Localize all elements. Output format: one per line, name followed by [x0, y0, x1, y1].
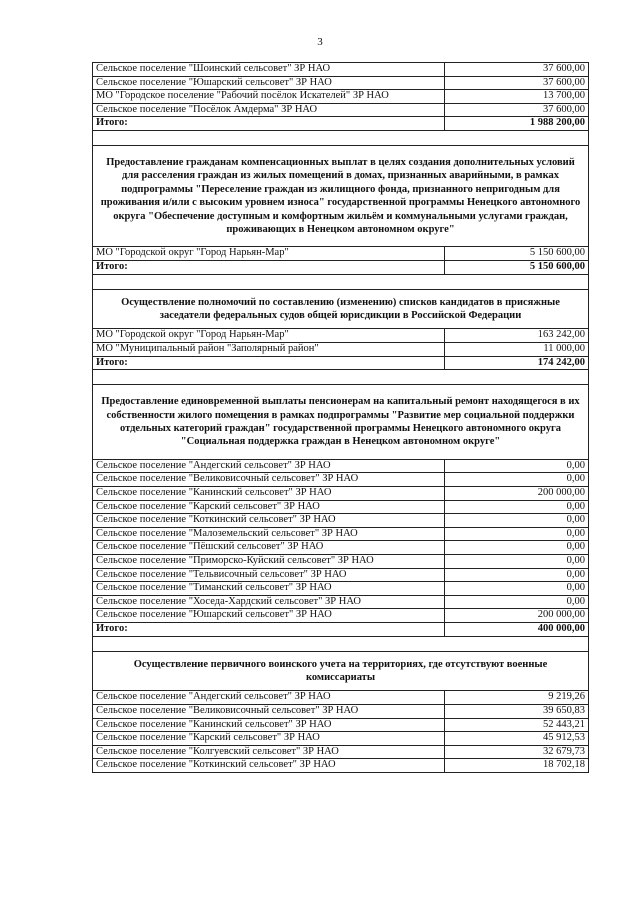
- section-heading: Предоставление единовременной выплаты пенсионерам на капитальный ремонт находящегося в их собственности жилого помещения в рамках подпрограммы "Развитие мер социальной поддержки отдельных категорий граждан" государственной программы Ненецкого автономного округа "Социальная поддержка граждан в Ненецком автономном округе": [93, 385, 589, 460]
- total-label: Итого:: [93, 261, 445, 275]
- amount-value: 0,00: [445, 527, 589, 541]
- table-row: [93, 568, 589, 582]
- recipient-name: Сельское поселение "Тельвисочный сельсовет" ЗР НАО: [93, 568, 445, 582]
- recipient-name: Сельское поселение "Малоземельский сельсовет" ЗР НАО: [93, 527, 445, 541]
- section-heading: Предоставление гражданам компенсационных выплат в целях создания дополнительных условий для расселения граждан из жилых помещений в домах, признанных аварийными, в рамках подпрограммы "Переселение граждан из жилищного фонда, признанного непригодным для проживания и/или с высоким уровнем износа" государственной программы Ненецкого автономного округа "Обеспечение доступным и комфортным жильём и коммунальными услугами граждан, проживающих в Ненецком автономном округе": [93, 145, 589, 246]
- section-heading: Осуществление полномочий по составлению (изменению) списков кандидатов в присяжные заседатели федеральных судов общей юрисдикции в Российской Федерации: [93, 289, 589, 329]
- total-value: 400 000,00: [445, 622, 589, 636]
- recipient-name: МО "Муниципальный район "Заполярный район": [93, 343, 445, 357]
- recipient-name: Сельское поселение "Посёлок Амдерма" ЗР НАО: [93, 103, 445, 117]
- recipient-name: Сельское поселение "Юшарский сельсовет" ЗР НАО: [93, 76, 445, 90]
- section-header: [93, 385, 589, 460]
- recipient-name: Сельское поселение "Канинский сельсовет" ЗР НАО: [93, 718, 445, 732]
- recipient-name: Сельское поселение "Шоинский сельсовет" ЗР НАО: [93, 63, 445, 77]
- table-row: [93, 63, 589, 77]
- amount-value: 37 600,00: [445, 63, 589, 77]
- section-header: [93, 651, 589, 691]
- table-row: [93, 732, 589, 746]
- recipient-name: Сельское поселение "Великовисочный сельсовет" ЗР НАО: [93, 473, 445, 487]
- table-row: [93, 759, 589, 773]
- amount-value: 0,00: [445, 595, 589, 609]
- amount-value: 52 443,21: [445, 718, 589, 732]
- total-label: Итого:: [93, 356, 445, 370]
- table-row: [93, 329, 589, 343]
- recipient-name: МО "Городское поселение "Рабочий посёлок Искателей" ЗР НАО: [93, 90, 445, 104]
- section-header: [93, 145, 589, 246]
- section-header: [93, 289, 589, 329]
- total-row: [93, 356, 589, 370]
- recipient-name: Сельское поселение "Канинский сельсовет" ЗР НАО: [93, 487, 445, 501]
- amount-value: 37 600,00: [445, 103, 589, 117]
- recipient-name: МО "Городской округ "Город Нарьян-Мар": [93, 329, 445, 343]
- section-heading: Осуществление первичного воинского учета на территориях, где отсутствуют военные комиссариаты: [93, 651, 589, 691]
- amount-value: 200 000,00: [445, 487, 589, 501]
- recipient-name: Сельское поселение "Карский сельсовет" ЗР НАО: [93, 732, 445, 746]
- table-row: [93, 691, 589, 705]
- recipient-name: Сельское поселение "Великовисочный сельсовет" ЗР НАО: [93, 704, 445, 718]
- spacer-cell: [93, 274, 589, 289]
- amount-value: 0,00: [445, 582, 589, 596]
- amount-value: 0,00: [445, 473, 589, 487]
- amount-value: 0,00: [445, 568, 589, 582]
- table-row: [93, 718, 589, 732]
- amount-value: 0,00: [445, 500, 589, 514]
- recipient-name: Сельское поселение "Юшарский сельсовет" ЗР НАО: [93, 609, 445, 623]
- recipient-name: МО "Городской округ "Город Нарьян-Мар": [93, 247, 445, 261]
- spacer-cell: [93, 370, 589, 385]
- table-row: [93, 527, 589, 541]
- table-row: [93, 76, 589, 90]
- total-row: [93, 622, 589, 636]
- recipient-name: Сельское поселение "Хоседа-Хардский сельсовет" ЗР НАО: [93, 595, 445, 609]
- table-row: [93, 609, 589, 623]
- amount-value: 37 600,00: [445, 76, 589, 90]
- table-row: [93, 103, 589, 117]
- amount-value: 11 000,00: [445, 343, 589, 357]
- total-value: 1 988 200,00: [445, 117, 589, 131]
- recipient-name: Сельское поселение "Андегский сельсовет" ЗР НАО: [93, 459, 445, 473]
- total-value: 174 242,00: [445, 356, 589, 370]
- table-row: [93, 541, 589, 555]
- allocation-table-body: [93, 63, 589, 773]
- recipient-name: Сельское поселение "Андегский сельсовет" ЗР НАО: [93, 691, 445, 705]
- recipient-name: Сельское поселение "Колгуевский сельсовет" ЗР НАО: [93, 745, 445, 759]
- table-row: [93, 595, 589, 609]
- amount-value: 0,00: [445, 514, 589, 528]
- amount-value: 9 219,26: [445, 691, 589, 705]
- table-row: [93, 582, 589, 596]
- recipient-name: Сельское поселение "Коткинский сельсовет" ЗР НАО: [93, 514, 445, 528]
- table-row: [93, 554, 589, 568]
- table-row: [93, 343, 589, 357]
- recipient-name: Сельское поселение "Тиманский сельсовет" ЗР НАО: [93, 582, 445, 596]
- recipient-name: Сельское поселение "Приморско-Куйский сельсовет" ЗР НАО: [93, 554, 445, 568]
- table-row: [93, 247, 589, 261]
- table-row: [93, 473, 589, 487]
- table-row: [93, 459, 589, 473]
- allocation-table: [92, 62, 589, 773]
- section-spacer: [93, 636, 589, 651]
- total-row: [93, 117, 589, 131]
- amount-value: 18 702,18: [445, 759, 589, 773]
- table-row: [93, 514, 589, 528]
- section-spacer: [93, 130, 589, 145]
- spacer-cell: [93, 130, 589, 145]
- recipient-name: Сельское поселение "Пёшский сельсовет" ЗР НАО: [93, 541, 445, 555]
- table-row: [93, 500, 589, 514]
- total-row: [93, 261, 589, 275]
- table-row: [93, 90, 589, 104]
- amount-value: 200 000,00: [445, 609, 589, 623]
- amount-value: 0,00: [445, 541, 589, 555]
- recipient-name: Сельское поселение "Карский сельсовет" ЗР НАО: [93, 500, 445, 514]
- total-label: Итого:: [93, 117, 445, 131]
- table-row: [93, 745, 589, 759]
- table-row: [93, 704, 589, 718]
- amount-value: 39 650,83: [445, 704, 589, 718]
- amount-value: 32 679,73: [445, 745, 589, 759]
- recipient-name: Сельское поселение "Коткинский сельсовет" ЗР НАО: [93, 759, 445, 773]
- total-label: Итого:: [93, 622, 445, 636]
- table-row: [93, 487, 589, 501]
- section-spacer: [93, 274, 589, 289]
- amount-value: 45 912,53: [445, 732, 589, 746]
- section-spacer: [93, 370, 589, 385]
- total-value: 5 150 600,00: [445, 261, 589, 275]
- amount-value: 13 700,00: [445, 90, 589, 104]
- amount-value: 0,00: [445, 459, 589, 473]
- amount-value: 163 242,00: [445, 329, 589, 343]
- amount-value: 5 150 600,00: [445, 247, 589, 261]
- page-number: 3: [317, 36, 323, 48]
- spacer-cell: [93, 636, 589, 651]
- amount-value: 0,00: [445, 554, 589, 568]
